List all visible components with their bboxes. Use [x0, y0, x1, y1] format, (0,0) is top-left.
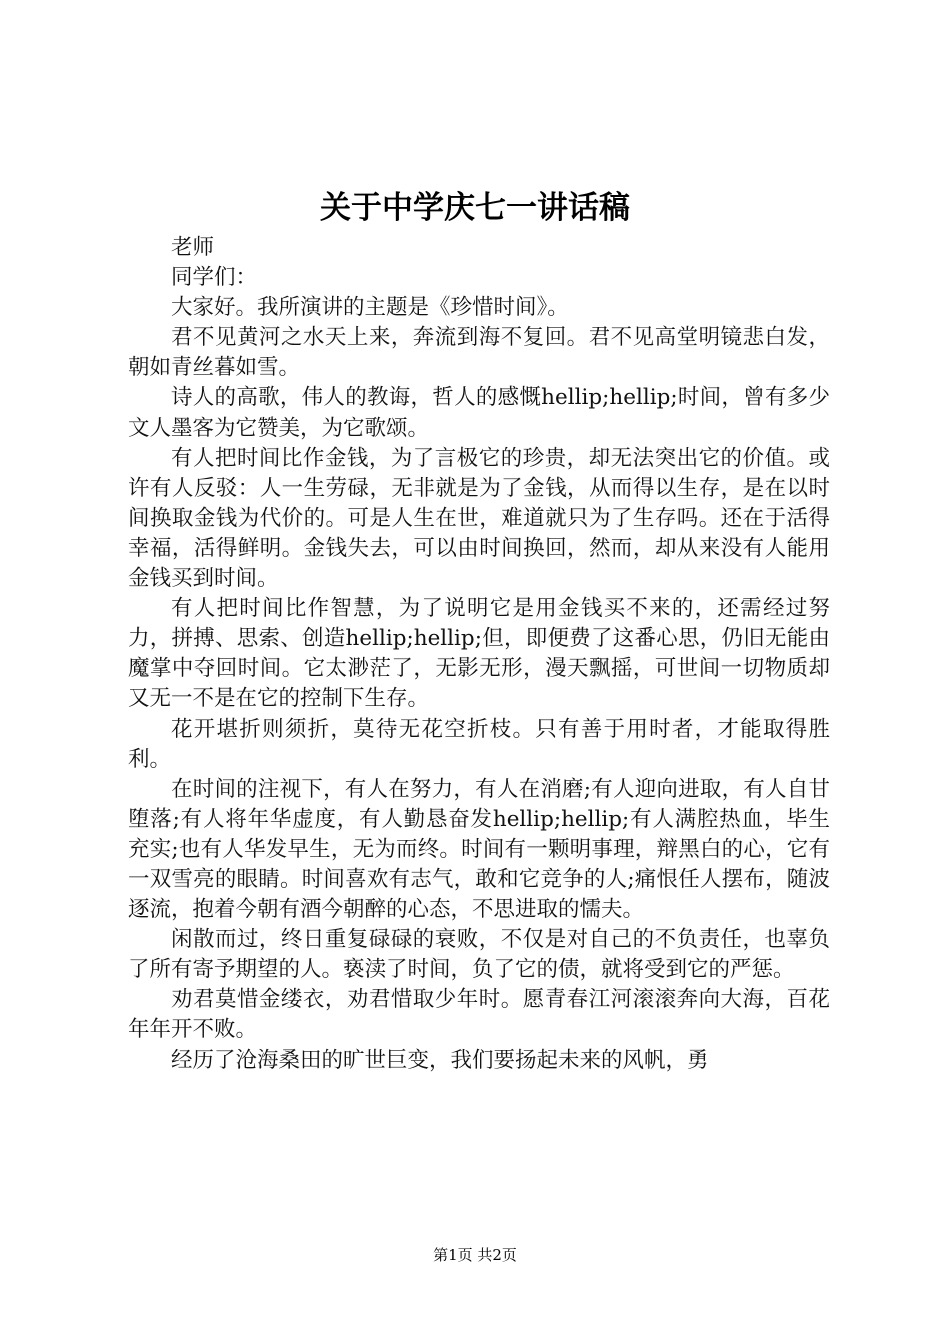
- paragraph: 诗人的高歌，伟人的教诲，哲人的感慨hellip;hellip;时间，曾有多少文人墨客为它赞美，为它歌颂。: [128, 385, 830, 441]
- paragraph: 君不见黄河之水天上来，奔流到海不复回。君不见高堂明镜悲白发，朝如青丝暮如雪。: [128, 325, 830, 381]
- paragraph: 大家好。我所演讲的主题是《珍惜时间》。: [171, 295, 569, 321]
- paragraph: 闲散而过，终日重复碌碌的衰败，不仅是对自己的不负责任，也辜负了所有寄予期望的人。亵渎了时间，负了它的债，就将受到它的严惩。: [128, 927, 830, 983]
- salutation-students: 同学们：: [171, 265, 258, 291]
- paragraph: 有人把时间比作智慧，为了说明它是用金钱买不来的，还需经过努力，拼搏、思索、创造hellip;hellip;但，即便费了这番心思，仍旧无能由魔掌中夺回时间。它太渺茫了，无影无形，漫天飘摇，可世间一切物质却又无一不是在它的控制下生存。: [128, 596, 830, 712]
- salutation-teachers: 老师: [171, 235, 215, 260]
- paragraph: 在时间的注视下，有人在努力，有人在消磨;有人迎向进取，有人自甘堕落;有人将年华虚度，有人勤恳奋发hellip;hellip;有人满腔热血，毕生充实;也有人华发早生，无为而终。时间有一颗明事理，辩黑白的心，它有一双雪亮的眼睛。时间喜欢有志气，敢和它竞争的人;痛恨任人摆布，随波逐流，抱着今朝有酒今朝醉的心态，不思进取的懦夫。: [128, 776, 830, 923]
- document-title: 关于中学庆七一讲话稿: [320, 190, 630, 226]
- paragraph: 有人把时间比作金钱，为了言极它的珍贵，却无法突出它的价值。或许有人反驳：人一生劳碌，无非就是为了金钱，从而得以生存，是在以时间换取金钱为代价的。可是人生在世，难道就只为了生存吗。还在于活得幸福，活得鲜明。金钱失去，可以由时间换回，然而，却从来没有人能用金钱买到时间。: [128, 445, 830, 592]
- paragraph: 劝君莫惜金缕衣，劝君惜取少年时。愿青春江河滚滚奔向大海，百花年年开不败。: [128, 987, 830, 1043]
- page-number-footer: 第1页 共2页: [433, 1246, 517, 1264]
- paragraph: 经历了沧海桑田的旷世巨变，我们要扬起未来的风帆，勇: [171, 1047, 709, 1073]
- paragraph: 花开堪折则须折，莫待无花空折枝。只有善于用时者，才能取得胜利。: [128, 716, 830, 772]
- document-body: [128, 233, 830, 1076]
